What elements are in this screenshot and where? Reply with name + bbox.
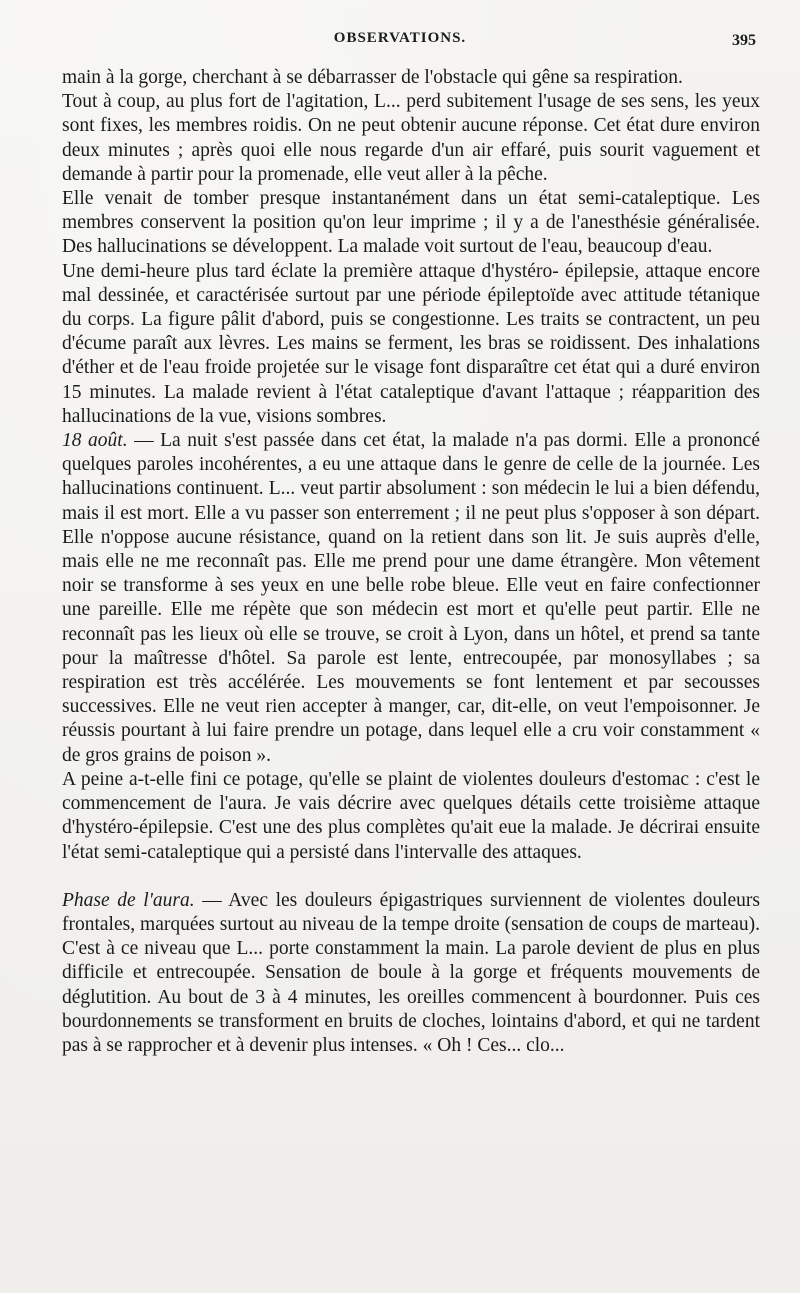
entry-date: 18 août. (62, 430, 128, 452)
paragraph-continuation: main à la gorge, cherchant à se débarrasser de l'obstacle qui gêne sa respiration. (62, 67, 683, 88)
running-header (0, 30, 800, 56)
running-title: OBSERVATIONS. (333, 30, 467, 46)
paragraph: Une demi-heure plus tard éclate la première attaque d'hystéro- épilepsie, attaque encore mal dessinée, et caractérisée surtout par une période épileptoïde avec attitude tétanique du corps. La figure pâlit d'abord, puis se congestionne. Les traits se contractent, un peu d'écume paraît aux lèvres. Les mains se ferment, les bras se roidissent. Des inhalations d'éther et de l'eau froide projetée sur le visage font disparaître cet état qui a duré environ 15 minutes. La malade revient à l'état cataleptique d'avant l'attaque ; réapparition des hallucinations de la vue, visions sombres. (62, 260, 760, 427)
body-text (62, 66, 760, 1058)
entry-text: — La nuit s'est passée dans cet état, la malade n'a pas dormi. Elle a prononcé quelques paroles incohérentes, a eu une attaque dans le genre de celle de la journée. Les hallucinations continuent. L... veut partir absolument : son médecin le lui a bien défendu, mais il est mort. Elle a vu passer son enterrement ; il ne peut plus s'opposer à son départ. Elle n'oppose aucune résistance, quand on la retient dans son lit. Je suis auprès d'elle, mais elle ne me reconnaît pas. Elle me prend pour une dame étrangère. Mon vêtement noir se transforme à ses yeux en une belle robe bleue. Elle veut en faire confectionner une pareille. Elle me répète que son médecin est mort et qu'elle peut partir. Elle ne reconnaît pas les lieux où elle se trouve, se croit à Lyon, dans un hôtel, et prend sa tante pour la maîtresse d'hôtel. Sa parole est lente, entrecoupée, par monosyllabes ; sa respiration est très accélérée. Les mouvements se font lentement et par secousses successives. Elle ne veut rien accepter à manger, car, dit-elle, on veut l'empoisonner. Je réussis pourtant à lui faire prendre un potage, dans lequel elle a cru voir constamment « de gros grains de poison ». (62, 430, 760, 766)
page-number: 395 (732, 32, 756, 49)
paragraph-section (62, 889, 760, 1058)
paragraph-dated (62, 429, 760, 768)
section-heading: Phase de l'aura. (62, 889, 195, 911)
paragraph: A peine a-t-elle fini ce potage, qu'elle se plaint de violentes douleurs d'estomac : c'est le commencement de l'aura. Je vais décrire avec quelques détails cette troisième attaque d'hystéro-épilepsie. C'est une des plus complètes qu'ait eue la malade. Je décrirai ensuite l'état semi-cataleptique qui a persisté dans l'intervalle des attaques. (62, 768, 760, 863)
paragraph: Tout à coup, au plus fort de l'agitation, L... perd subitement l'usage de ses sens, les yeux sont fixes, les membres roidis. On ne peut obtenir aucune réponse. Cet état dure environ deux minutes ; après quoi elle nous regarde d'un air effaré, puis sourit vaguement et demande à partir pour la promenade, elle veut aller à la pêche. (62, 91, 760, 185)
paragraph: Elle venait de tomber presque instantanément dans un état semi-cataleptique. Les membres conservent la position qu'on leur imprime ; il y a de l'anesthésie généralisée. Des hallucinations se développent. La malade voit surtout de l'eau, beaucoup d'eau. (62, 188, 760, 258)
section-text: — Avec les douleurs épigastriques surviennent de violentes douleurs frontales, marquées surtout au niveau de la tempe droite (sensation de coups de marteau). C'est à ce niveau que L... porte constamment la main. La parole devient de plus en plus difficile et entrecoupée. Sensation de boule à la gorge et fréquents mouvements de déglutition. Au bout de 3 à 4 minutes, les oreilles commencent à bourdonner. Puis ces bourdonnements se transforment en bruits de cloches, lointains d'abord, et qui ne tardent pas à se rapprocher et à devenir plus intenses. « Oh ! Ces... clo... (62, 889, 760, 1056)
